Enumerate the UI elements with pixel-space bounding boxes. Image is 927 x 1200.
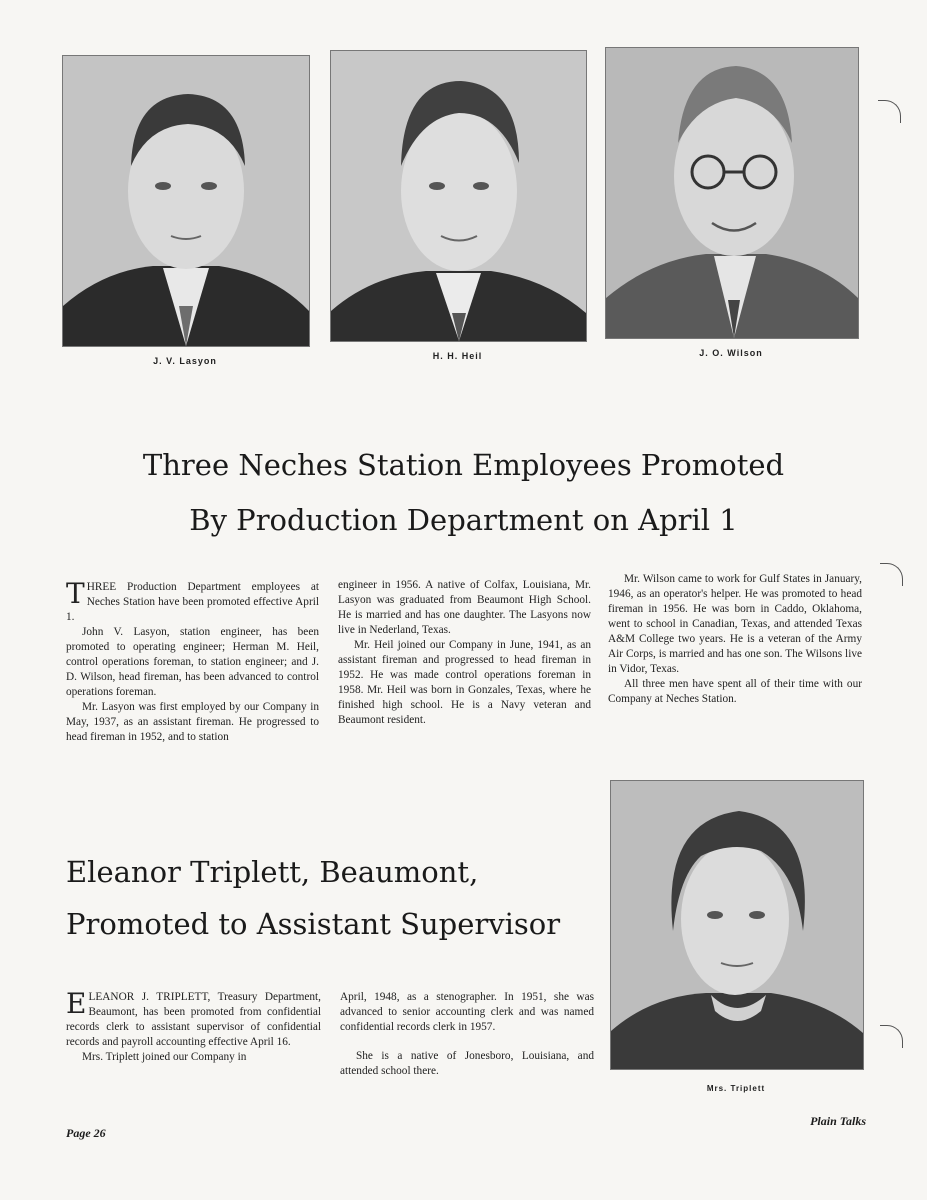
photo-heil <box>330 50 587 342</box>
article1-col1-para1: HREE Production Department employees at Neches Station have been promoted effective April 1. <box>66 581 319 623</box>
article2-dropcap: E <box>66 987 87 1020</box>
caption-heil: H. H. Heil <box>432 351 483 361</box>
article1-headline-line1: Three Neches Station Employees Promoted <box>142 448 785 482</box>
footer-page-number: Page 26 <box>66 1126 106 1140</box>
article2-column-2 <box>340 990 594 1079</box>
article2-col2-para2: She is a native of Jonesboro, Louisiana, and attended school there. <box>340 1050 594 1077</box>
article1-headline-line2: By Production Department on April 1 <box>189 503 738 537</box>
article1-col1-para3: Mr. Lasyon was first employed by our Company in May, 1937, as an assistant fireman. He progressed to head fireman in 1952, and to station <box>66 701 319 743</box>
article1-column-1 <box>66 577 319 745</box>
portrait-heil-image <box>331 51 586 341</box>
article1-column-3 <box>608 572 862 707</box>
article1-dropcap: T <box>66 577 85 610</box>
article2-column-1 <box>66 987 321 1065</box>
photo-lasyon <box>62 55 310 347</box>
article2-col1-para1: LEANOR J. TRIPLETT, Treasury Department, Beaumont, has been promoted from confidential records clerk to assistant supervisor of confidential records and payroll accounting effective April 16. <box>66 991 321 1048</box>
binder-hole-mark-bottom <box>880 1025 903 1048</box>
article2-headline-line2: Promoted to Assistant Supervisor <box>66 907 561 941</box>
article1-col3-para1: Mr. Wilson came to work for Gulf States in January, 1946, as an operator's helper. He was promoted to head fireman in 1956. He was born in Caddo, Oklahoma, went to school in Canadian, Texas, and attended Texas A&M College two years. He is a veteran of the Army Air Corps, is married and has one son. The Wilsons live in Vidor, Texas. <box>608 573 862 675</box>
article1-col2-para2: Mr. Heil joined our Company in June, 1941, as an assistant fireman and progressed to head fireman in 1952. He was made control operations foreman in 1958. Mr. Heil was born in Gonzales, Texas, where he finished high school. He is a Navy veteran and Beaumont resident. <box>338 639 591 726</box>
caption-wilson: J. O. Wilson <box>699 348 763 358</box>
caption-lasyon: J. V. Lasyon <box>153 356 217 366</box>
photo-wilson <box>605 47 859 339</box>
article1-column-2 <box>338 578 591 728</box>
article1-col1-para2: John V. Lasyon, station engineer, has been promoted to operating engineer; Herman M. Heil, control operations foreman, to station engineer; and J. D. Wilson, head fireman, has been advanced to control operations foreman. <box>66 626 319 698</box>
article2-col1-para2: Mrs. Triplett joined our Company in <box>82 1051 247 1063</box>
article1-col2-para1: engineer in 1956. A native of Colfax, Louisiana, Mr. Lasyon was graduated from Beaumont High School. He is married and has one daughter. The Lasyons now live in Nederland, Texas. <box>338 579 591 636</box>
caption-triplett: Mrs. Triplett <box>706 1084 766 1093</box>
article2-col2-para1: April, 1948, as a stenographer. In 1951, she was advanced to senior accounting clerk and was named confidential records clerk in 1957. <box>340 991 594 1033</box>
portrait-lasyon-image <box>63 56 309 346</box>
photo-triplett <box>610 780 864 1070</box>
binder-hole-mark-top <box>878 100 901 123</box>
portrait-triplett-image <box>611 781 863 1069</box>
article2-headline-line1: Eleanor Triplett, Beaumont, <box>66 855 479 889</box>
footer-publication: Plain Talks <box>810 1114 866 1128</box>
portrait-wilson-image <box>606 48 858 338</box>
binder-hole-mark-middle <box>880 563 903 586</box>
article1-col3-para2: All three men have spent all of their time with our Company at Neches Station. <box>608 678 862 705</box>
